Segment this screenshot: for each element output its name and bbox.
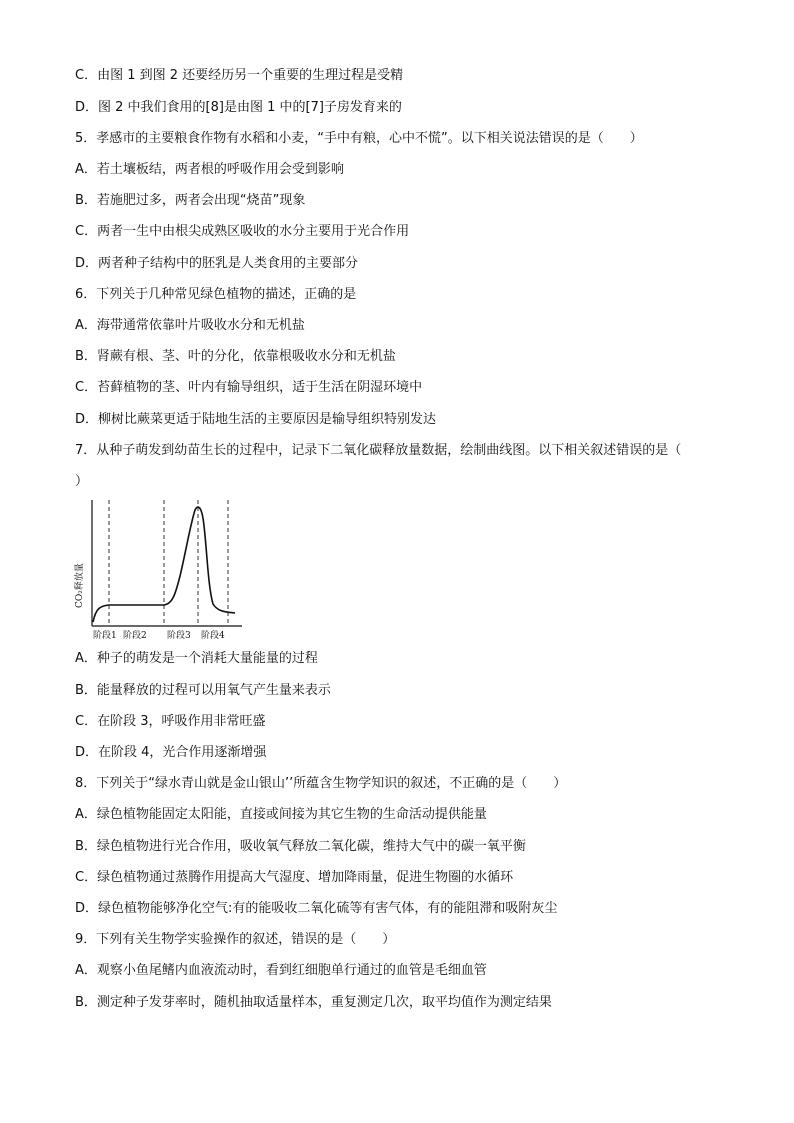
option-b-q8: B．绿色植物进行光合作用，吸收氧气释放二氧化碳，维持大气中的碳一氧平衡 xyxy=(75,839,526,854)
stage-1-label: 阶段1 xyxy=(93,631,117,641)
option-d-q8: D．绿色植物能够净化空气:有的能吸收二氧化硫等有害气体，有的能阻滞和吸附灰尘 xyxy=(75,901,558,916)
stage-4-label: 阶段4 xyxy=(201,631,225,641)
stage-3-label: 阶段3 xyxy=(167,631,191,641)
y-axis-label: CO₂释放量 xyxy=(75,563,85,608)
question-9: 9．下列有关生物学实验操作的叙述，错误的是（ ） xyxy=(75,932,396,947)
question-7-paren-close: ） xyxy=(75,474,89,489)
co2-release-graph xyxy=(72,496,244,646)
option-7c-q4: C．由图 1 到图 2 还要经历另一个重要的生理过程是受精 xyxy=(75,68,404,83)
question-5: 5．孝感市的主要粮食作物有水稻和小麦，“手中有粮，心中不慌”。以下相关说法错误的是（ ） xyxy=(75,131,643,146)
stage-2-label: 阶段2 xyxy=(123,631,147,641)
option-d-q7: D．在阶段 4，光合作用逐渐增强 xyxy=(75,745,267,760)
option-c-q8: C．绿色植物通过蒸腾作用提高大气湿度、增加降雨量，促进生物圈的水循环 xyxy=(75,870,514,885)
option-d-q4: D．图 2 中我们食用的[8]是由图 1 中的[7]子房发育来的 xyxy=(75,100,402,115)
option-d-q6: D．柳树比蕨菜更适于陆地生活的主要原因是输导组织特别发达 xyxy=(75,412,437,427)
option-a-q5: A．若土壤板结，两者根的呼吸作用会受到影响 xyxy=(75,162,344,177)
option-b-q9: B．测定种子发芽率时，随机抽取适量样本，重复测定几次，取平均值作为测定结果 xyxy=(75,995,552,1010)
option-c-q5: C．两者一生中由根尖成熟区吸收的水分主要用于光合作用 xyxy=(75,224,410,239)
option-d-q5: D．两者种子结构中的胚乳是人类食用的主要部分 xyxy=(75,256,359,271)
question-8: 8．下列关于“绿水青山就是金山银山’’所蕴含生物学知识的叙述，不正确的是（ ） xyxy=(75,776,567,791)
option-a-q6: A．海带通常依靠叶片吸收水分和无机盐 xyxy=(75,318,305,333)
option-b-q5: B．若施肥过多，两者会出现“烧苗”现象 xyxy=(75,193,306,208)
option-a-q9: A．观察小鱼尾鳍内血液流动时，看到红细胞单行通过的血管是毛细血管 xyxy=(75,963,487,978)
option-a-q8: A．绿色植物能固定太阳能，直接或间接为其它生物的生命活动提供能量 xyxy=(75,807,487,822)
question-7: 7．从种子萌发到幼苗生长的过程中，记录下二氧化碳释放量数据，绘制曲线图。以下相关叙述错误的是（ xyxy=(75,443,682,458)
option-b-q6: B．肾蕨有根、茎、叶的分化，依靠根吸收水分和无机盐 xyxy=(75,349,396,364)
co2-curve-svg xyxy=(72,496,244,646)
option-c-q7: C．在阶段 3，呼吸作用非常旺盛 xyxy=(75,714,266,729)
option-c-q6: C．苔藓植物的茎、叶内有输导组织，适于生活在阴湿环境中 xyxy=(75,380,423,395)
question-6: 6．下列关于几种常见绿色植物的描述，正确的是 xyxy=(75,287,357,302)
option-a-q7: A．种子的萌发是一个消耗大量能量的过程 xyxy=(75,651,318,666)
option-b-q7: B．能量释放的过程可以用氧气产生量来表示 xyxy=(75,683,331,698)
